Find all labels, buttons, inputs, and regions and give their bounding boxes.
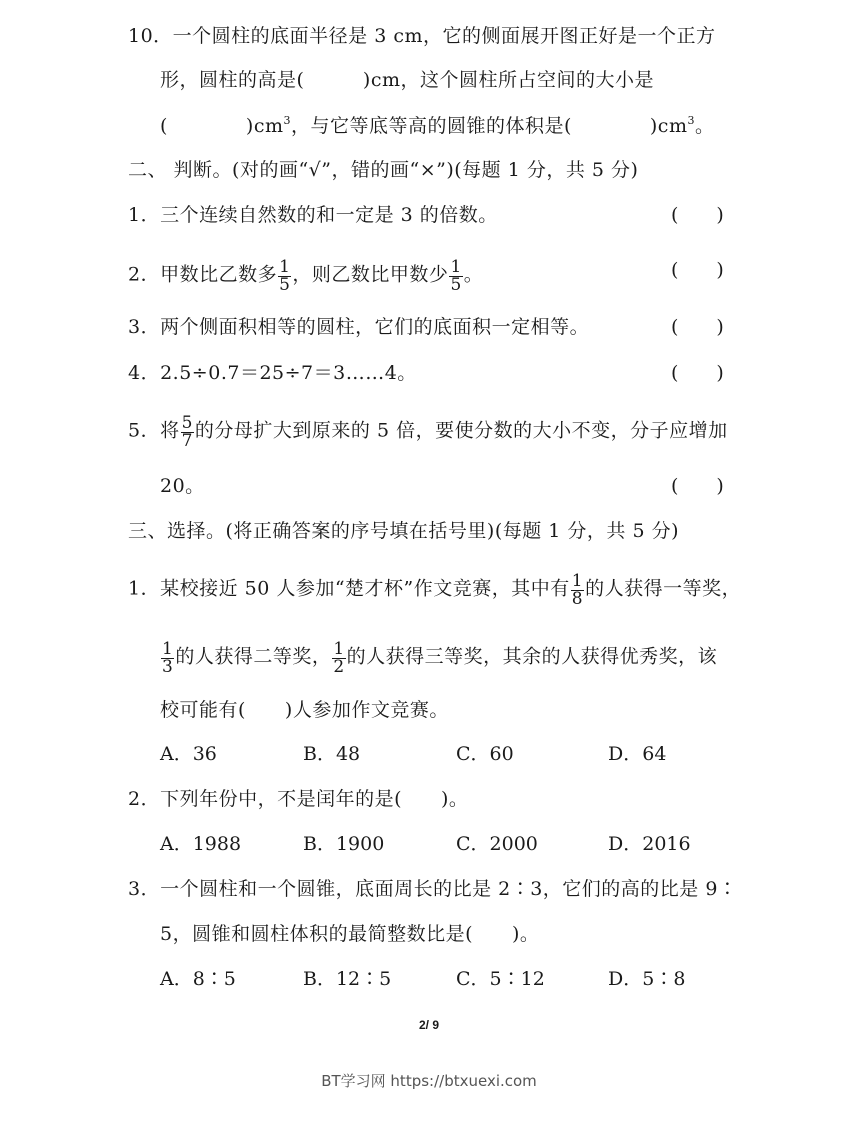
choice-q1-option-a[interactable]: A．36 bbox=[160, 743, 217, 765]
question-10-line-2: 形，圆柱的高是( )cm，这个圆柱所占空间的大小是 bbox=[160, 69, 654, 91]
fraction-1-5 bbox=[449, 259, 462, 294]
fraction-1-5 bbox=[278, 259, 291, 294]
fraction-5-7 bbox=[181, 415, 194, 450]
choice-q3-option-c[interactable]: C．5∶12 bbox=[456, 968, 545, 990]
choice-q1-line-2 bbox=[160, 640, 717, 675]
choice-q2-option-a[interactable]: A．1988 bbox=[160, 833, 242, 855]
text: 5．将 bbox=[128, 419, 180, 442]
numerator: 1 bbox=[162, 639, 174, 659]
question-10-line-1: 10．一个圆柱的底面半径是 3 cm，它的侧面展开图正好是一个正方 bbox=[128, 25, 716, 47]
choice-q3-option-b[interactable]: B．12∶5 bbox=[303, 968, 392, 990]
text: 的人获得三等奖，其余的人获得优秀奖，该 bbox=[346, 645, 718, 668]
numerator: 1 bbox=[279, 257, 291, 277]
numerator: 5 bbox=[181, 413, 193, 433]
choice-q1-line-1 bbox=[128, 572, 741, 607]
judge-item-4: 4．2.5÷0.7＝25÷7＝3……4。 bbox=[128, 362, 417, 384]
section-2-heading: 二、 判断。(对的画“√”，错的画“×”)(每题 1 分，共 5 分) bbox=[128, 159, 639, 181]
period: 。 bbox=[694, 115, 715, 137]
judge-item-2 bbox=[128, 258, 483, 293]
text: ，则乙数比甲数少 bbox=[292, 263, 449, 286]
judge-item-5-line-2: 20。 bbox=[160, 475, 205, 497]
q10-text: ，与它等底等高的圆锥的体积是( )cm bbox=[290, 115, 688, 137]
choice-q2-option-d[interactable]: D．2016 bbox=[608, 833, 691, 855]
choice-q2: 2．下列年份中，不是闰年的是( )。 bbox=[128, 788, 469, 810]
text: 的人获得一等奖， bbox=[585, 577, 742, 600]
judge-answer-blank-4[interactable]: ( ) bbox=[671, 362, 724, 384]
choice-q3-option-d[interactable]: D．5∶8 bbox=[608, 968, 686, 990]
judge-item-5 bbox=[128, 414, 728, 449]
page-number: 2/ 9 bbox=[418, 1018, 439, 1032]
judge-answer-blank-1[interactable]: ( ) bbox=[671, 204, 724, 226]
question-10-line-3 bbox=[160, 114, 714, 138]
denominator: 5 bbox=[450, 275, 462, 295]
q10-blank-volume: ( )cm bbox=[160, 115, 284, 137]
text: 的人获得二等奖， bbox=[175, 645, 332, 668]
text: 1．某校接近 50 人参加“楚才杯”作文竞赛，其中有 bbox=[128, 577, 570, 600]
choice-q1-option-b[interactable]: B．48 bbox=[303, 743, 361, 765]
footer-watermark: BT学习网 https://btxuexi.com bbox=[321, 1072, 537, 1090]
denominator: 7 bbox=[181, 431, 193, 451]
choice-q2-option-c[interactable]: C．2000 bbox=[456, 833, 538, 855]
judge-item-3: 3．两个侧面积相等的圆柱，它们的底面积一定相等。 bbox=[128, 316, 590, 338]
denominator: 3 bbox=[162, 657, 174, 677]
numerator: 1 bbox=[450, 257, 462, 277]
judge-answer-blank-3[interactable]: ( ) bbox=[671, 316, 724, 338]
choice-q1-line-3: 校可能有( )人参加作文竞赛。 bbox=[160, 699, 449, 721]
choice-q3-option-a[interactable]: A．8∶5 bbox=[160, 968, 236, 990]
fraction-1-3 bbox=[161, 641, 174, 676]
judge-answer-blank-5[interactable]: ( ) bbox=[671, 475, 724, 497]
superscript: 3 bbox=[687, 114, 695, 127]
choice-q3-line-1: 3．一个圆柱和一个圆锥，底面周长的比是 2∶3，它们的高的比是 9∶ bbox=[128, 878, 738, 900]
choice-q2-option-b[interactable]: B．1900 bbox=[303, 833, 385, 855]
superscript: 3 bbox=[283, 114, 291, 127]
judge-answer-blank-2[interactable]: ( ) bbox=[671, 259, 724, 281]
numerator: 1 bbox=[333, 639, 345, 659]
denominator: 5 bbox=[279, 275, 291, 295]
choice-q1-option-c[interactable]: C．60 bbox=[456, 743, 514, 765]
numerator: 1 bbox=[571, 571, 584, 591]
section-3-heading: 三、选择。(将正确答案的序号填在括号里)(每题 1 分，共 5 分) bbox=[128, 520, 679, 542]
denominator: 8 bbox=[571, 589, 584, 609]
text: 的分母扩大到原来的 5 倍，要使分数的大小不变，分子应增加 bbox=[194, 419, 728, 442]
denominator: 2 bbox=[333, 657, 345, 677]
choice-q1-option-d[interactable]: D．64 bbox=[608, 743, 667, 765]
text: 2．甲数比乙数多 bbox=[128, 263, 278, 286]
judge-item-1: 1．三个连续自然数的和一定是 3 的倍数。 bbox=[128, 204, 498, 226]
fraction-1-2 bbox=[332, 641, 345, 676]
choice-q3-line-2: 5，圆锥和圆柱体积的最简整数比是( )。 bbox=[160, 923, 540, 945]
fraction-1-8 bbox=[571, 573, 584, 608]
text: 。 bbox=[463, 263, 484, 286]
